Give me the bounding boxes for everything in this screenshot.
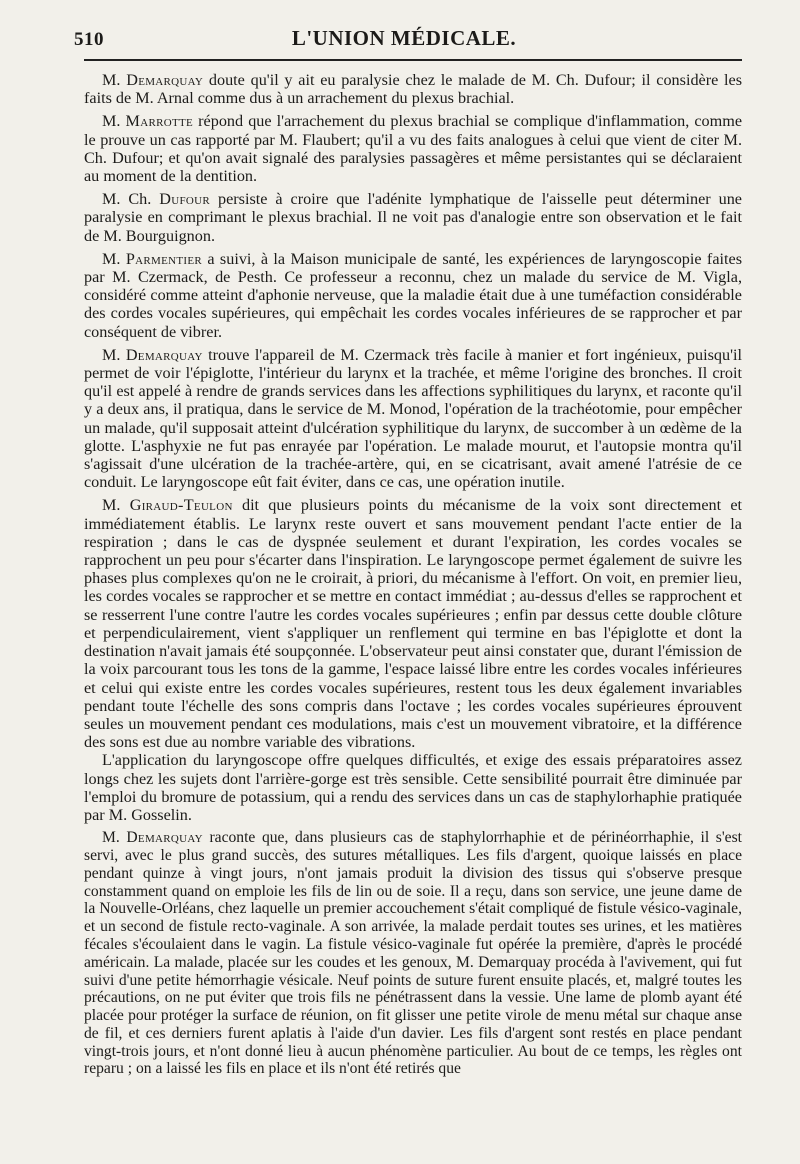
paragraph-parmentier [84,250,742,341]
paragraph-text: doute qu'il y ait eu paralysie chez le malade de M. Ch. Dufour; il considère les faits de M. Arnal comme dus à un arrachement du plexus brachial. [84,71,743,108]
speaker-title: M. [102,345,121,364]
speaker-name: Giraud-Teulon [129,496,233,515]
speaker-name: Demarquay [126,71,204,89]
paragraph-laryngoscope-application [84,751,742,824]
paragraph-demarquay-3 [84,829,742,1078]
speaker-name: Demarquay [126,829,203,847]
paragraph-text: L'application du laryngoscope offre quelques difficultés, et exige des essais préparatoires assez longs chez les sujets dont l'arrière-gorge est très sensible. Cette sensibilité pourrait être diminuée par l'emploi du bromure de potassium, qui a rendu des services dans un cas de staphylorhaphie pratiquée par M. Gosselin. [84,751,742,824]
speaker-title: M. [102,496,121,515]
speaker-name: Dufour [159,190,211,209]
speaker-title: M. Ch. [102,190,152,209]
paragraph-text: a suivi, à la Maison municipale de santé, les expériences de laryngoscopie faites par M. Czermack, de Pesth. Ce professeur a reconnu, chez un malade du service de M. Vigla, considéré comme atteint d'aphonie nerveuse, que la maladie était due à une tuméfaction considérable des cordes vocales supérieures, qui empêchait les cordes vocales inférieures de se rapprocher et par conséquent de vibrer. [84,249,742,341]
paragraph-dufour [84,190,742,245]
paragraph-text: persiste à croire que l'adénite lymphatique de l'aisselle peut déterminer une paralysie en comprimant le plexus brachial. Il ne voit pas d'analogie entre son observation et le fait de M. Bourguignon. [84,190,742,245]
header-rule [84,59,742,61]
paragraph-marrotte [84,112,742,185]
paragraph-demarquay-2 [84,346,742,492]
speaker-title: M. [102,829,120,847]
paragraph-giraud-teulon [84,496,742,751]
speaker-name: Marrotte [125,112,194,131]
speaker-title: M. [102,112,121,131]
speaker-title: M. [102,249,121,268]
page-header [74,26,742,51]
paragraph-demarquay-1 [84,71,742,107]
speaker-name: Parmentier [125,249,202,268]
journal-title: L'UNION MÉDICALE. [291,26,517,50]
paragraph-text: répond que l'arrachement du plexus brachial se complique d'inflammation, comme le prouve un cas rapporté par M. Flaubert; qu'il a vu des faits analogues à celui que vient de citer M. Ch. Dufour; et qu'on avait signalé des paralysies passagères et même persistantes qui se déclaraient au moment de la dentition. [84,112,743,186]
speaker-title: M. [102,71,121,89]
speaker-name: Demarquay [125,345,203,364]
page-number: 510 [74,29,104,50]
paragraph-text: dit que plusieurs points du mécanisme de la voix sont directement et immédiatement établis. Le larynx reste ouvert et sans mouvement pendant l'acte entier de la respiration ; dans le cas de dyspnée seulement et durant l'expiration, les cordes vocales se rapprochent un peu pour s'écarter dans l'inspiration. Le laryngoscope permet également de suivre les phases plus complexes qu'on ne le croirait, à priori, du mécanisme à l'effort. On voit, en premier lieu, les cordes vocales se rapprocher et se mettre en contact immédiat ; au-dessus d'elles se rapprochent et se resserrent l'une contre l'autre les cordes vocales supérieures ; enfin par dessus cette double clôture et perpendiculairement, vient s'appliquer un renflement qui termine en bas l'épiglotte et dont la destination n'avait jamais été soupçonnée. L'observateur peut ainsi constater que, durant l'émission de la voix parcourant tous les tons de la gamme, l'espace laissé libre entre les cordes vocales inférieures et celui qui existe entre les cordes vocales supérieures, restent tous les deux également invariables pendant toute l'échelle des sons compris dans l'octave ; les cordes vocales supérieures éprouvent seules un mouvement pendant ces modulations, mais c'est un mouvement vibratoire, et la différence des sons est due au nombre variable des vibrations. [84,496,743,752]
paragraph-text: trouve l'appareil de M. Czermack très facile à manier et fort ingénieux, puisqu'il permet de voir l'épiglotte, l'intérieur du larynx et la trachée, et même l'origine des bronches. Il croit qu'il est appelé à rendre de grands services dans les affections syphilitiques du larynx, et raconte qu'il y a deux ans, il pratiqua, dans le service de M. Monod, l'opération de la trachéotomie, pour empêcher un malade, qu'il supposait atteint d'ulcération syphilitique du larynx, de succomber à un œdème de la glotte. L'asphyxie ne fut pas enrayée par l'opération. Le malade mourut, et l'autopsie montra qu'il s'agissait d'une ulcération de la trachée-artère, qui, en se cicatrisant, avait amené l'atrésie de ce conduit. Le laryngoscope eût fait éviter, dans ce cas, une opération inutile. [84,345,743,492]
paragraph-text: raconte que, dans plusieurs cas de staphylorrhaphie et de périnéorrhaphie, il s'est servi, avec le plus grand succès, des sutures métalliques. Les fils d'argent, quoique laissés en place pendant quinze à vingt jours, n'ont jamais produit la division des tissus qui s'observe presque constamment quand on emploie les fils de lin ou de soie. Il a reçu, dans son service, une jeune dame de la Nouvelle-Orléans, chez laquelle un premier accouchement s'était compliqué de fistule vésico-vaginale, et un second de fistule recto-vaginale. A son arrivée, la malade perdait toutes ses urines, et les matières fécales s'écoulaient dans le vagin. La fistule vésico-vaginale fut opérée la première, d'après le procédé américain. La malade, placée sur les coudes et les genoux, M. Demarquay procéda à l'avivement, qui fut suivi d'une petite hémorrhagie vésicale. Neuf points de suture furent ensuite placés, et, malgré toutes les précautions, on ne put éviter que trois fils ne pénétrassent dans la vessie. Une lame de plomb ayant été placée pour protéger la surface de réunion, on fit glisser une petite virole de menu métal sur chaque anse de fil, et ces derniers furent aplatis à l'aide d'un davier. Les fils d'argent sont restés en place pendant vingt-trois jours, et n'ont donné lieu à aucun phénomène particulier. Au bout de ce temps, les règles ont reparu ; on a laissé les fils en place et ils n'ont été retirés que [84,829,742,1078]
